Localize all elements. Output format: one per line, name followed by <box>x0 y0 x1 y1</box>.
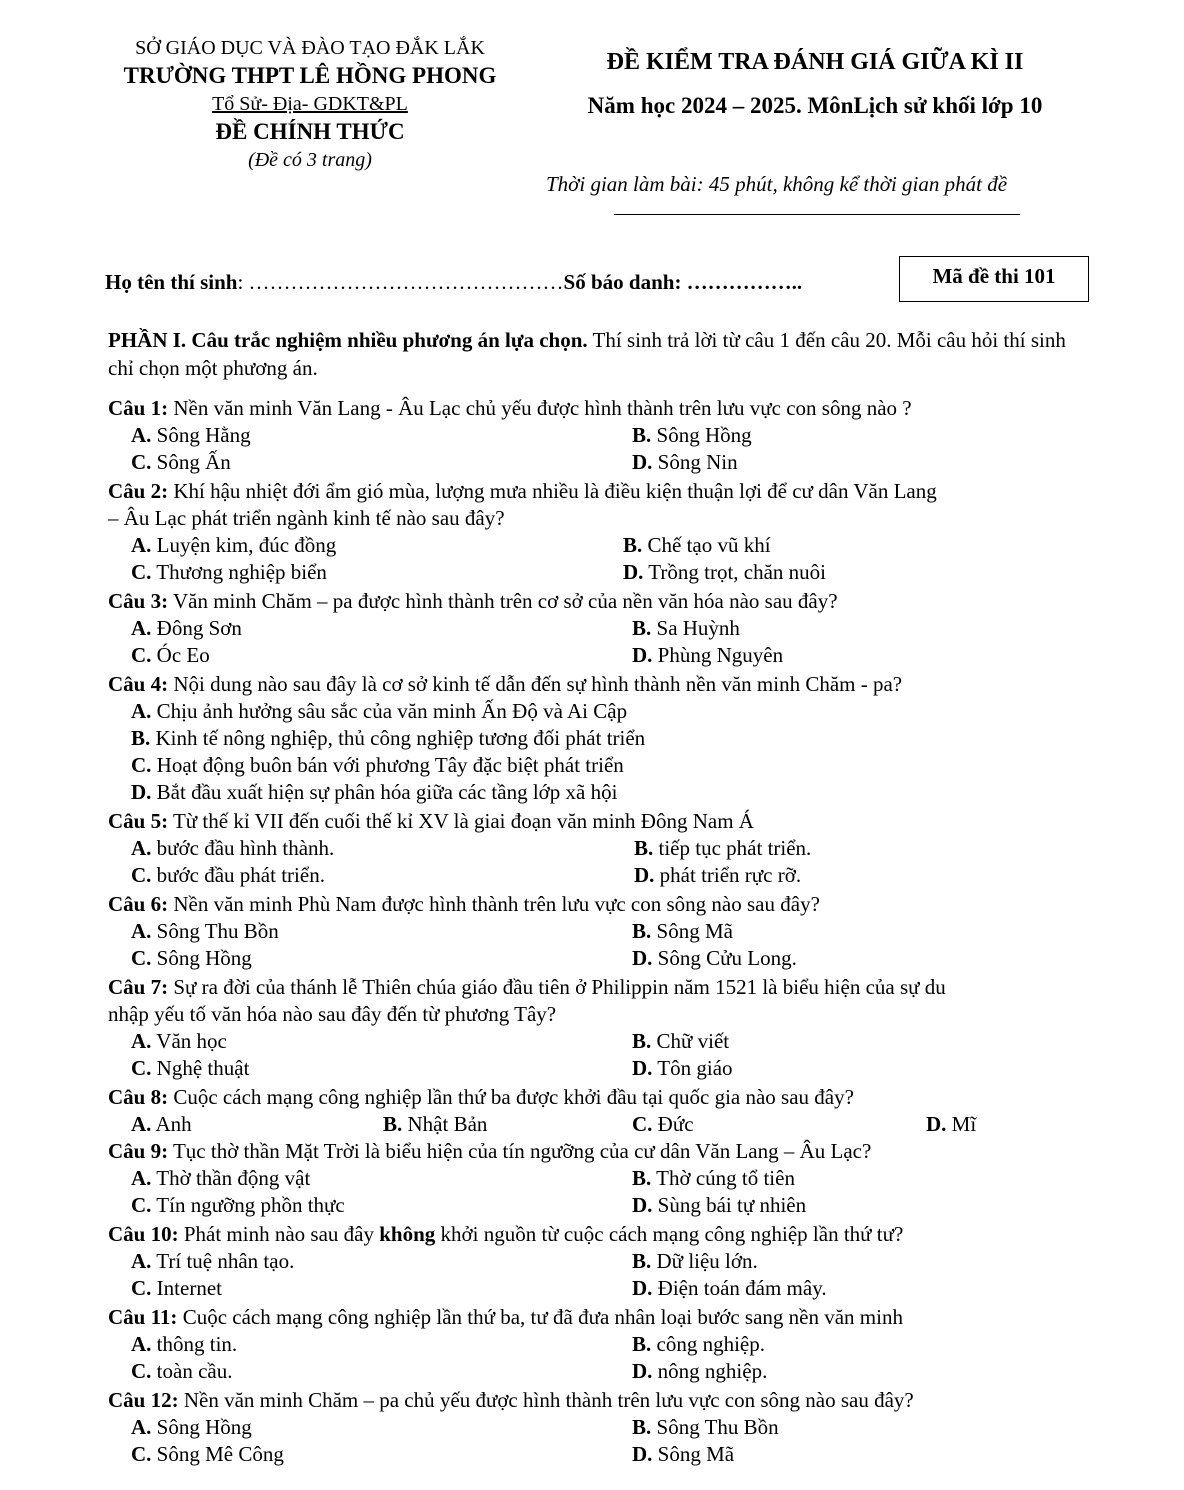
question-text: Phát minh nào sau đây <box>178 1222 380 1246</box>
option-text: tiếp tục phát triển. <box>653 836 812 860</box>
option-letter: B. <box>632 919 652 943</box>
option-letter: C. <box>131 1193 152 1217</box>
question-text: Văn minh Chăm – pa được hình thành trên cơ sở của nền văn hóa nào sau đây? <box>168 589 838 613</box>
question-4-option-b[interactable] <box>131 726 645 751</box>
exam-header <box>540 44 1090 124</box>
option-letter: C. <box>131 450 152 474</box>
question-number: Câu 9: <box>108 1139 169 1163</box>
option-letter: A. <box>131 919 152 943</box>
question-5-option-d[interactable] <box>634 863 801 888</box>
option-text: Thờ thần động vật <box>151 1166 311 1190</box>
header-divider <box>614 214 1020 215</box>
question-text: Tục thờ thần Mặt Trời là biểu hiện của tín ngưỡng của cư dân Văn Lang – Âu Lạc? <box>168 1139 872 1163</box>
option-text: phát triển rực rỡ. <box>654 863 802 887</box>
option-text: bước đầu hình thành. <box>151 836 335 860</box>
option-letter: A. <box>131 1332 152 1356</box>
question-11-option-c[interactable] <box>131 1359 232 1384</box>
option-text: Phùng Nguyên <box>652 643 784 667</box>
question-7-stem-continued <box>108 1002 556 1027</box>
question-4-option-c[interactable] <box>131 753 624 778</box>
part1-title: PHẦN I. Câu trắc nghiệm nhiều phương án lựa chọn. <box>108 328 588 352</box>
option-letter: B. <box>632 616 652 640</box>
option-letter: D. <box>632 1276 653 1300</box>
option-letter: B. <box>632 1029 652 1053</box>
question-11-option-b[interactable] <box>632 1332 765 1357</box>
question-text: khởi nguồn từ cuộc cách mạng công nghiệp lần thứ tư? <box>435 1222 904 1246</box>
school-name: TRƯỜNG THPT LÊ HỒNG PHONG <box>123 63 497 88</box>
option-text: Mĩ <box>946 1112 977 1136</box>
school-year: Năm học 2024 – 2025. MônLịch sử khối lớp 10 <box>587 93 1043 118</box>
option-letter: C. <box>131 1056 152 1080</box>
question-text: – Âu Lạc phát triển ngành kinh tế nào sau đây? <box>108 506 505 530</box>
option-text: Thờ cúng tổ tiên <box>651 1166 795 1190</box>
question-12-stem <box>108 1388 914 1413</box>
question-10-option-b[interactable] <box>632 1249 758 1274</box>
question-emphasis: không <box>379 1222 436 1246</box>
part1-heading <box>108 326 1068 382</box>
option-text: Óc Eo <box>151 643 210 667</box>
option-text: Sùng bái tự nhiên <box>652 1193 807 1217</box>
question-text: nhập yếu tố văn hóa nào sau đây đến từ phương Tây? <box>108 1002 557 1026</box>
option-text: Tín ngưỡng phồn thực <box>151 1193 345 1217</box>
candidate-id-field[interactable]: Số báo danh: …………….. <box>563 270 803 294</box>
question-number: Câu 12: <box>108 1388 179 1412</box>
option-letter: A. <box>131 836 152 860</box>
question-8-option-d[interactable] <box>926 1112 976 1137</box>
option-letter: B. <box>632 423 652 447</box>
question-3-option-a[interactable] <box>131 616 242 641</box>
option-letter: D. <box>131 780 152 804</box>
option-letter: D. <box>632 1359 653 1383</box>
question-1-option-d[interactable] <box>632 450 738 475</box>
option-text: Sông Mê Công <box>151 1442 284 1466</box>
question-2-option-d[interactable] <box>623 560 826 585</box>
question-7-option-d[interactable] <box>632 1056 733 1081</box>
option-letter: D. <box>632 1193 653 1217</box>
question-6-option-a[interactable] <box>131 919 279 944</box>
question-10-option-c[interactable] <box>131 1276 222 1301</box>
candidate-name-label: Họ tên thí sinh <box>105 270 238 294</box>
question-6-option-c[interactable] <box>131 946 252 971</box>
exam-code-box: Mã đề thi 101 <box>899 256 1089 302</box>
question-number: Câu 4: <box>108 672 169 696</box>
option-letter: D. <box>632 946 653 970</box>
option-letter: B. <box>634 836 654 860</box>
option-text: Trí tuệ nhân tạo. <box>151 1249 295 1273</box>
option-letter: C. <box>131 946 152 970</box>
question-3-option-c[interactable] <box>131 643 210 668</box>
option-text: Chữ viết <box>651 1029 730 1053</box>
question-11-option-a[interactable] <box>131 1332 237 1357</box>
option-text: Đông Sơn <box>151 616 242 640</box>
option-letter: B. <box>632 1415 652 1439</box>
question-text: Nền văn minh Phù Nam được hình thành trên lưu vực con sông nào sau đây? <box>168 892 820 916</box>
option-text: Luyện kim, đúc đồng <box>151 533 337 557</box>
question-4-stem <box>108 672 902 697</box>
question-number: Câu 2: <box>108 479 169 503</box>
option-text: Sông Mã <box>651 919 733 943</box>
question-2-stem <box>108 479 937 504</box>
option-text: Sông Nin <box>652 450 738 474</box>
option-text: thông tin. <box>151 1332 238 1356</box>
question-10-option-d[interactable] <box>632 1276 827 1301</box>
option-letter: C. <box>131 1276 152 1300</box>
question-text: Nền văn minh Chăm – pa chủ yếu được hình thành trên lưu vực con sông nào sau đây? <box>178 1388 914 1412</box>
option-text: Sông Hằng <box>151 423 251 447</box>
option-letter: D. <box>926 1112 947 1136</box>
option-text: Văn học <box>151 1029 227 1053</box>
option-letter: D. <box>632 643 653 667</box>
question-9-option-a[interactable] <box>131 1166 310 1191</box>
question-5-option-a[interactable] <box>131 836 334 861</box>
question-9-option-b[interactable] <box>632 1166 795 1191</box>
question-12-option-b[interactable] <box>632 1415 779 1440</box>
question-5-option-b[interactable] <box>634 836 811 861</box>
option-letter: A. <box>131 1112 152 1136</box>
option-text: Sông Mã <box>652 1442 735 1466</box>
question-text: Nội dung nào sau đây là cơ sở kinh tế dẫn đến sự hình thành nền văn minh Chăm - pa? <box>168 672 903 696</box>
option-text: Sa Huỳnh <box>651 616 740 640</box>
question-12-option-c[interactable] <box>131 1442 284 1467</box>
question-7-option-a[interactable] <box>131 1029 227 1054</box>
option-letter: C. <box>131 863 152 887</box>
option-text: Điện toán đám mây. <box>652 1276 827 1300</box>
option-letter: C. <box>131 643 152 667</box>
question-11-stem <box>108 1305 903 1330</box>
option-text: Sông Thu Bồn <box>151 919 279 943</box>
question-10-option-a[interactable] <box>131 1249 294 1274</box>
question-number: Câu 1: <box>108 396 169 420</box>
question-text: Khí hậu nhiệt đới ẩm gió mùa, lượng mưa nhiều là điều kiện thuận lợi để cư dân Văn Lang <box>168 479 937 503</box>
option-text: Trồng trọt, chăn nuôi <box>643 560 827 584</box>
question-text: Cuộc cách mạng công nghiệp lần thứ ba được khởi đầu tại quốc gia nào sau đây? <box>168 1085 854 1109</box>
question-8-option-a[interactable] <box>131 1112 192 1137</box>
option-letter: C. <box>131 1359 152 1383</box>
question-10-stem <box>108 1222 903 1247</box>
option-letter: D. <box>634 863 655 887</box>
option-letter: A. <box>131 616 152 640</box>
option-text: Sông Cửu Long. <box>652 946 797 970</box>
option-letter: D. <box>623 560 644 584</box>
option-letter: D. <box>632 1442 653 1466</box>
question-3-option-b[interactable] <box>632 616 740 641</box>
option-text: Đức <box>652 1112 694 1136</box>
option-letter: A. <box>131 1166 152 1190</box>
question-11-option-d[interactable] <box>632 1359 767 1384</box>
option-letter: B. <box>623 533 643 557</box>
question-5-stem <box>108 809 754 834</box>
option-text: Sông Thu Bồn <box>651 1415 779 1439</box>
option-text: Sông Hồng <box>151 946 252 970</box>
option-text: Internet <box>151 1276 222 1300</box>
question-1-option-b[interactable] <box>632 423 752 448</box>
option-letter: B. <box>632 1166 652 1190</box>
option-letter: A. <box>131 1029 152 1053</box>
question-9-option-d[interactable] <box>632 1193 806 1218</box>
option-letter: D. <box>632 1056 653 1080</box>
department-name: SỞ GIÁO DỤC VÀ ĐÀO TẠO ĐẮK LẮK <box>135 37 485 59</box>
question-text: Sự ra đời của thánh lễ Thiên chúa giáo đầu tiên ở Philippin năm 1521 là biểu hiện của sự du <box>168 975 946 999</box>
option-text: công nghiệp. <box>651 1332 765 1356</box>
question-5-option-c[interactable] <box>131 863 325 888</box>
part1-instruction: Thí sinh trả lời từ câu 1 đến câu 20. Mỗi câu hỏi thí sinh chỉ chọn một phương án. <box>108 328 1066 380</box>
option-letter: A. <box>131 533 152 557</box>
question-number: Câu 3: <box>108 589 169 613</box>
option-letter: B. <box>632 1332 652 1356</box>
question-2-option-c[interactable] <box>131 560 327 585</box>
option-text: Kinh tế nông nghiệp, thủ công nghiệp tương đối phát triển <box>150 726 646 750</box>
question-1-stem <box>108 396 912 421</box>
option-letter: A. <box>131 423 152 447</box>
question-7-option-b[interactable] <box>632 1029 729 1054</box>
question-6-stem <box>108 892 820 917</box>
option-text: Thương nghiệp biển <box>151 560 327 584</box>
question-8-stem <box>108 1085 854 1110</box>
option-text: Chịu ảnh hưởng sâu sắc của văn minh Ấn Độ và Ai Cập <box>151 699 628 723</box>
option-letter: B. <box>383 1112 403 1136</box>
option-letter: A. <box>131 1415 152 1439</box>
option-text: Tôn giáo <box>652 1056 733 1080</box>
question-1-option-c[interactable] <box>131 450 231 475</box>
option-text: Hoạt động buôn bán với phương Tây đặc biệt phát triển <box>151 753 624 777</box>
question-number: Câu 7: <box>108 975 169 999</box>
option-text: Chế tạo vũ khí <box>642 533 771 557</box>
option-text: Sông Hồng <box>151 1415 252 1439</box>
page-count: (Đề có 3 trang) <box>248 149 372 171</box>
school-header <box>90 34 530 174</box>
question-number: Câu 10: <box>108 1222 179 1246</box>
question-6-option-b[interactable] <box>632 919 733 944</box>
question-1-option-a[interactable] <box>131 423 251 448</box>
option-text: Sông Hồng <box>651 423 752 447</box>
option-letter: B. <box>131 726 151 750</box>
question-number: Câu 5: <box>108 809 169 833</box>
question-12-option-a[interactable] <box>131 1415 252 1440</box>
question-number: Câu 6: <box>108 892 169 916</box>
option-text: Nghệ thuật <box>151 1056 250 1080</box>
candidate-name-field[interactable]: : ……………………………………… <box>237 270 564 294</box>
question-8-option-c[interactable] <box>632 1112 694 1137</box>
question-7-stem <box>108 975 946 1000</box>
question-3-option-d[interactable] <box>632 643 783 668</box>
option-letter: C. <box>131 753 152 777</box>
option-text: nông nghiệp. <box>652 1359 768 1383</box>
option-letter: C. <box>131 1442 152 1466</box>
question-6-option-d[interactable] <box>632 946 797 971</box>
question-4-option-d[interactable] <box>131 780 617 805</box>
candidate-info <box>105 270 802 295</box>
question-3-stem <box>108 589 838 614</box>
question-9-option-c[interactable] <box>131 1193 345 1218</box>
option-letter: A. <box>131 1249 152 1273</box>
question-number: Câu 8: <box>108 1085 169 1109</box>
option-text: Bắt đầu xuất hiện sự phân hóa giữa các tầng lớp xã hội <box>151 780 618 804</box>
question-8-option-b[interactable] <box>383 1112 487 1137</box>
question-2-stem-continued <box>108 506 505 531</box>
option-text: Anh <box>151 1112 192 1136</box>
option-letter: C. <box>131 560 152 584</box>
question-7-option-c[interactable] <box>131 1056 249 1081</box>
exam-duration: Thời gian làm bài: 45 phút, không kể thời gian phát đề <box>546 172 1008 196</box>
question-2-option-a[interactable] <box>131 533 336 558</box>
option-text: Dữ liệu lớn. <box>651 1249 758 1273</box>
question-4-option-a[interactable] <box>131 699 627 724</box>
option-text: Nhật Bản <box>402 1112 488 1136</box>
question-12-option-d[interactable] <box>632 1442 734 1467</box>
question-9-stem <box>108 1139 871 1164</box>
option-text: bước đầu phát triển. <box>151 863 325 887</box>
option-text: toàn cầu. <box>151 1359 233 1383</box>
question-text: Từ thế kỉ VII đến cuối thế kỉ XV là giai đoạn văn minh Đông Nam Á <box>168 809 754 833</box>
department-group: Tổ Sử- Địa- GDKT&PL <box>212 93 408 115</box>
question-number: Câu 11: <box>108 1305 178 1329</box>
exam-title: ĐỀ KIỂM TRA ĐÁNH GIÁ GIỮA KÌ II <box>606 49 1024 75</box>
option-text: Sông Ấn <box>151 450 231 474</box>
option-letter: D. <box>632 450 653 474</box>
question-2-option-b[interactable] <box>623 533 771 558</box>
question-text: Cuộc cách mạng công nghiệp lần thứ ba, tư đã đưa nhân loại bước sang nền văn minh <box>177 1305 903 1329</box>
official-label: ĐỀ CHÍNH THỨC <box>215 119 405 144</box>
option-letter: B. <box>632 1249 652 1273</box>
option-letter: C. <box>632 1112 653 1136</box>
question-text: Nền văn minh Văn Lang - Âu Lạc chủ yếu được hình thành trên lưu vực con sông nào ? <box>168 396 912 420</box>
option-letter: A. <box>131 699 152 723</box>
